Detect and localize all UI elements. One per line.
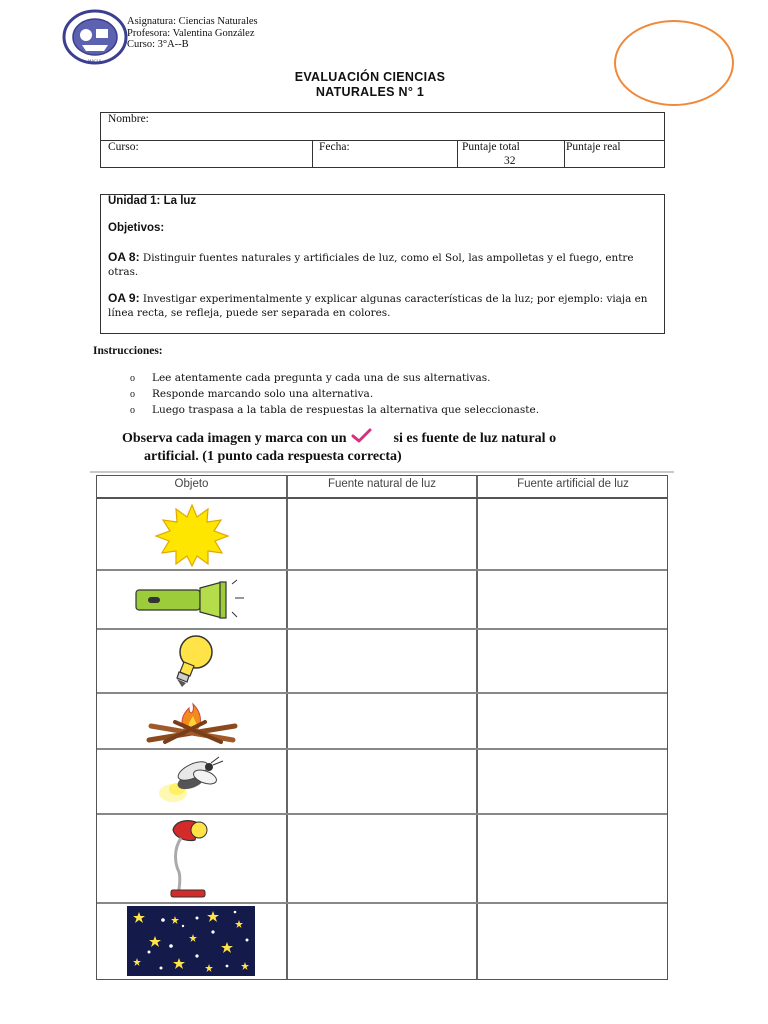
oa8-text: Distinguir fuentes naturales y artificiales de luz, como el Sol, las ampolletas y el fuego, entre otras. [108,252,634,278]
cell-firefly-artificial[interactable] [479,751,667,812]
cell-stars-natural[interactable] [289,905,475,978]
instructions-title: Instrucciones: [93,345,163,357]
oa9-text: Investigar experimentalmente y explicar algunas características de la luz; por ejemplo: viaja en línea recta, se refleja, puede ser separada en colores. [108,293,648,319]
question-part-1: Observa cada imagen y marca con un [122,431,347,446]
header-artificial: Fuente artificial de luz [517,478,629,490]
total-score-label: Puntaje total [462,141,520,153]
cell-fire-natural[interactable] [289,695,475,747]
teacher-label: Profesora: Valentina González [127,27,255,39]
cell-lamp-artificial[interactable] [479,816,667,901]
subject-label: Asignatura: Ciencias Naturales [127,16,258,27]
separator-line [90,471,674,473]
header-natural: Fuente natural de luz [327,478,437,490]
total-score-value: 32 [504,155,516,167]
oa8-paragraph [108,251,653,279]
firefly-icon [159,753,229,809]
oa9-paragraph [108,292,653,320]
title-line-2: NATURALES N° 1 [315,85,425,99]
name-row [101,113,664,141]
oa8-label: OA 8: [108,250,140,264]
date-field-label: Fecha: [319,141,350,153]
cell-firefly-natural[interactable] [289,751,475,812]
starry-sky-icon [127,906,255,976]
header-info [127,16,258,51]
title-line-1: EVALUACIÓN CIENCIAS [294,70,446,84]
name-label: Nombre: [108,113,149,125]
cell-sun-artificial[interactable] [479,500,667,568]
objectives-heading: Objetivos: [108,222,165,234]
sun-icon [152,503,232,567]
question-part-3: artificial. (1 punto cada respuesta correcta) [144,449,402,464]
checkmark-icon [350,428,390,444]
student-info-table [100,112,665,168]
page-title [200,70,540,100]
header-object: Objeto [174,478,209,490]
course-field-label: Curso: [108,141,139,153]
cell-sun-natural[interactable] [289,500,475,568]
cell-flashlight-natural[interactable] [289,572,475,627]
real-score-label: Puntaje real [566,141,621,153]
cell-bulb-artificial[interactable] [479,631,667,691]
cell-flashlight-artificial[interactable] [479,572,667,627]
cell-lamp-natural[interactable] [289,816,475,901]
question-prompt [122,428,662,466]
question-part-2: si es fuente de luz natural o [393,431,557,446]
light-sources-table [96,475,668,980]
grade-oval [614,20,734,106]
unit-title: Unidad 1: La luz [108,195,197,207]
cell-fire-artificial[interactable] [479,695,667,747]
school-logo [62,9,128,65]
objectives-box [100,194,665,334]
flashlight-icon [132,576,247,624]
svg-text:MACUL: MACUL [87,58,103,63]
instruction-item: o Luego traspasa a la tabla de respuestas la alternativa que seleccionaste. [130,404,540,416]
instruction-item: o Lee atentamente cada pregunta y cada una de sus alternativas. [130,372,491,384]
desk-lamp-icon [165,816,225,900]
lightbulb-icon [162,632,222,690]
instruction-item: o Responde marcando solo una alternativa. [130,388,374,400]
oa9-label: OA 9: [108,291,140,305]
campfire-icon [145,696,240,746]
cell-stars-artificial[interactable] [479,905,667,978]
course-label: Curso: 3°A--B [127,39,189,50]
cell-bulb-natural[interactable] [289,631,475,691]
